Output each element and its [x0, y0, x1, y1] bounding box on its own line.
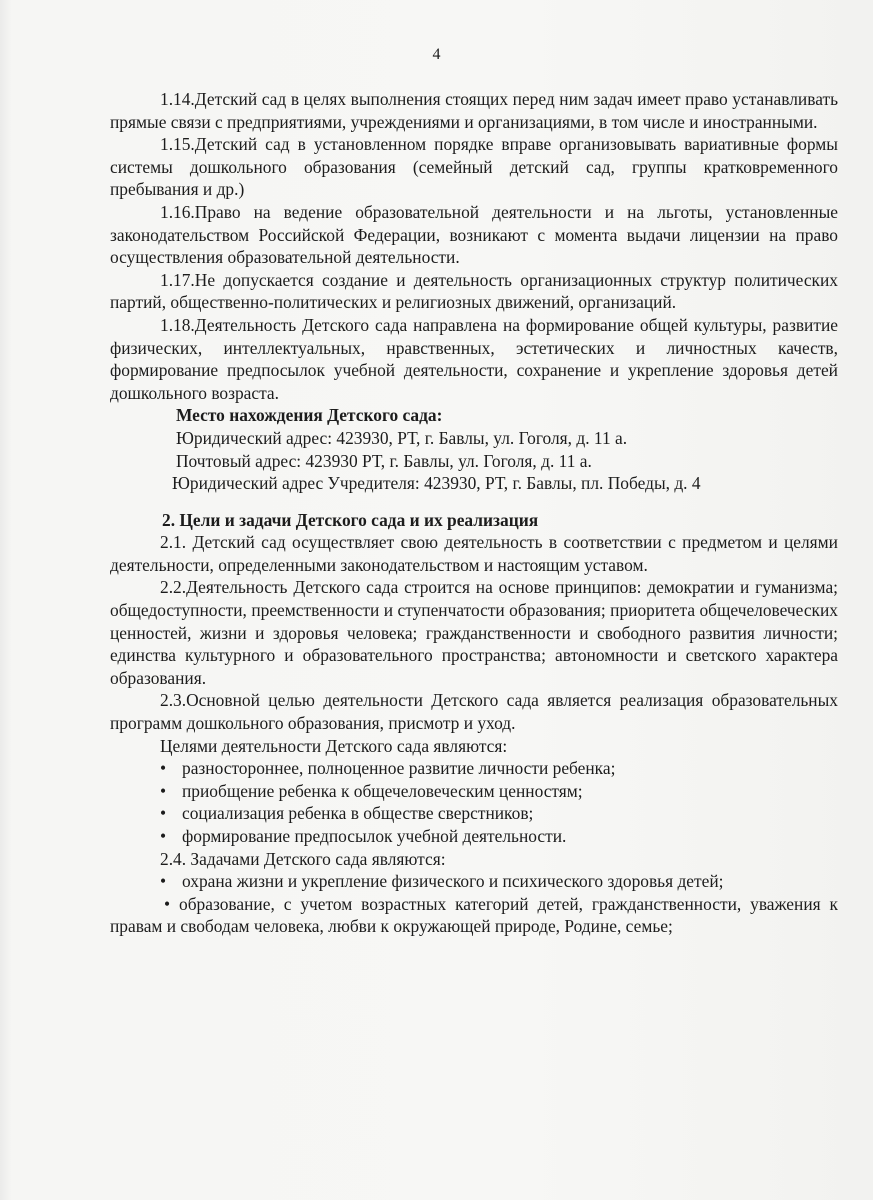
paragraph-1-16: 1.16.Право на ведение образовательной деятельности и на льготы, установленные законодательством Российской Федерации, возникают с момента выдачи лицензии на право осуществления образовательной деятельности.: [110, 201, 838, 268]
paragraph-1-18: 1.18.Деятельность Детского сада направлена на формирование общей культуры, развитие физических, интеллектуальных, нравственных, эстетических и личностных качеств, формирование предпосылок учебной деятельности, сохранение и укрепление здоровья детей дошкольного возраста.: [110, 314, 838, 403]
paragraph-1-14: 1.14.Детский сад в целях выполнения стоящих перед ним задач имеет право устанавливать прямые связи с предприятиями, учреждениями и организациями, в том числе и иностранными.: [110, 89, 838, 132]
bullet-icon: •: [160, 758, 167, 779]
bullet-icon: •: [160, 826, 167, 846]
list-item: • приобщение ребенка к общечеловеческим ценностям;: [160, 780, 583, 801]
tasks-intro: 2.4. Задачами Детского сада являются:: [160, 848, 446, 869]
list-item: • формирование предпосылок учебной деятельности.: [160, 826, 567, 846]
paragraph-1-15: 1.15.Детский сад в установленном порядке вправе организовывать вариативные формы системы дошкольного образования (семейный детский сад, группы кратковременного пребывания и др.): [110, 134, 838, 200]
paragraph-2-3: 2.3.Основной целью деятельности Детского сада является реализация образовательных программ дошкольного образования, присмотр и уход.: [110, 690, 838, 734]
address-heading: Место нахождения Детского сада:: [176, 405, 443, 426]
paragraph-2-2: 2.2.Деятельность Детского сада строится на основе принципов: демократии и гуманизма; общедоступности, преемственности и ступенчатости образования; приоритета общечеловеческих ценностей, жизни и здоровья человека; гражданственности и свободного развития личности; единства культурного и образовательного пространства; автономности и светского характера образования.: [110, 577, 838, 688]
address-block: [110, 404, 838, 494]
paragraph-1-17: 1.17.Не допускается создание и деятельность организационных структур политических партий, общественно-политических и религиозных движений, организаций.: [110, 269, 838, 313]
legal-address: Юридический адрес: 423930, РТ, г. Бавлы, ул. Гоголя, д. 11 а.: [176, 427, 628, 448]
goals-intro: Целями деятельности Детского сада являются:: [160, 735, 508, 756]
document-body: [110, 88, 838, 938]
bullet-icon: •: [160, 780, 167, 801]
list-item: • образование, с учетом возрастных категорий детей, гражданственности, уважения к правам и свободам человека, любви к окружающей природе, Родине, семье;: [110, 893, 838, 937]
list-item: • охрана жизни и укрепление физического и психического здоровья детей;: [160, 871, 724, 892]
bullet-icon: •: [160, 871, 167, 892]
list-item: • социализация ребенка в обществе сверстников;: [160, 803, 534, 824]
page-number: 4: [432, 46, 441, 63]
founder-address: Юридический адрес Учредителя: 423930, РТ, г. Бавлы, пл. Победы, д. 4: [172, 473, 701, 494]
bullet-icon: •: [164, 893, 171, 914]
paragraph-2-1: 2.1. Детский сад осуществляет свою деятельность в соответствии с предметом и целями деятельности, определенными законодательством и настоящим уставом.: [110, 532, 838, 575]
bullet-icon: •: [160, 803, 167, 824]
postal-address: Почтовый адрес: 423930 РТ, г. Бавлы, ул. Гоголя, д. 11 а.: [176, 450, 592, 471]
list-item: • разностороннее, полноценное развитие личности ребенка;: [160, 758, 616, 779]
goals-list: [110, 757, 838, 847]
section-2-heading: 2. Цели и задачи Детского сада и их реализация: [162, 509, 539, 530]
tasks-list: [110, 870, 838, 938]
